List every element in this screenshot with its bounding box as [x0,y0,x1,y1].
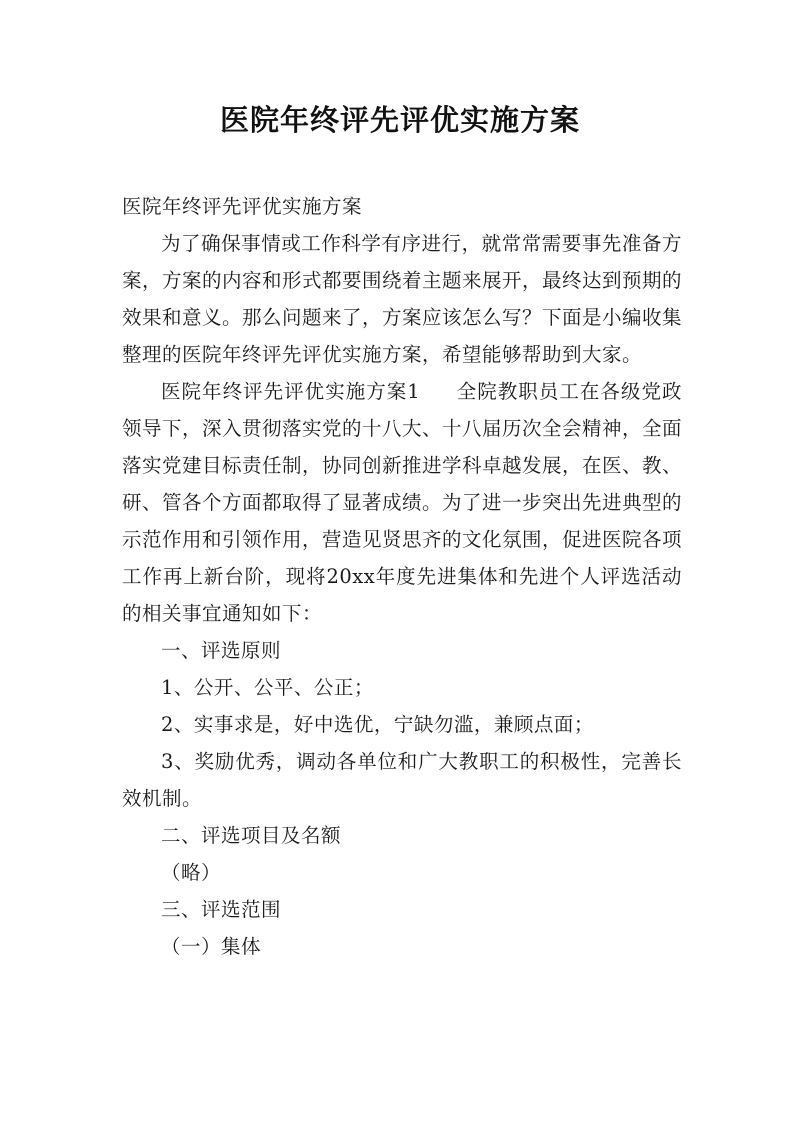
scope-collective: （一）集体 [161,935,262,958]
principle-item-1: 1、公开、公平、公正； [161,676,374,699]
projects-omitted: （略） [161,861,222,884]
principles-heading: 一、评选原则 [161,639,282,662]
section-1-text: 全院教职员工在各级党政领导下，深入贯彻落实党的十八大、十八届历次全会精神，全面落实党建目标责任制，协同创新推进学科卓越发展，在医、教、研、管各个方面都取得了显著成绩。为了进一步突出先进典型的示范作用和引领作用，营造见贤思齐的文化氛围，促进医院各项工作再上新台阶，现将20xx年度先进集体和先进个人评选活动的相关事宜通知如下： [122,380,683,625]
document-subtitle: 医院年终评先评优实施方案 [122,195,363,218]
section-1-heading: 医院年终评先评优实施方案1 [161,380,421,403]
intro-paragraph: 为了确保事情或工作科学有序进行，就常常需要事先准备方案，方案的内容和形式都要围绕着主题来展开，最终达到预期的效果和意义。那么问题来了，方案应该怎么写？下面是小编收集整理的医院年终评先评优实施方案，希望能够帮助到大家。 [122,232,683,366]
document-body [122,188,682,965]
projects-heading: 二、评选项目及名额 [161,824,342,847]
principle-item-3: 3、奖励优秀，调动各单位和广大教职工的积极性，完善长效机制。 [122,750,682,810]
document-title: 医院年终评先评优实施方案 [219,103,580,137]
principle-item-2: 2、实事求是，好中选优，宁缺勿滥，兼顾点面； [161,713,594,736]
section-1-paragraph [122,373,682,632]
scope-heading: 三、评选范围 [161,898,282,921]
